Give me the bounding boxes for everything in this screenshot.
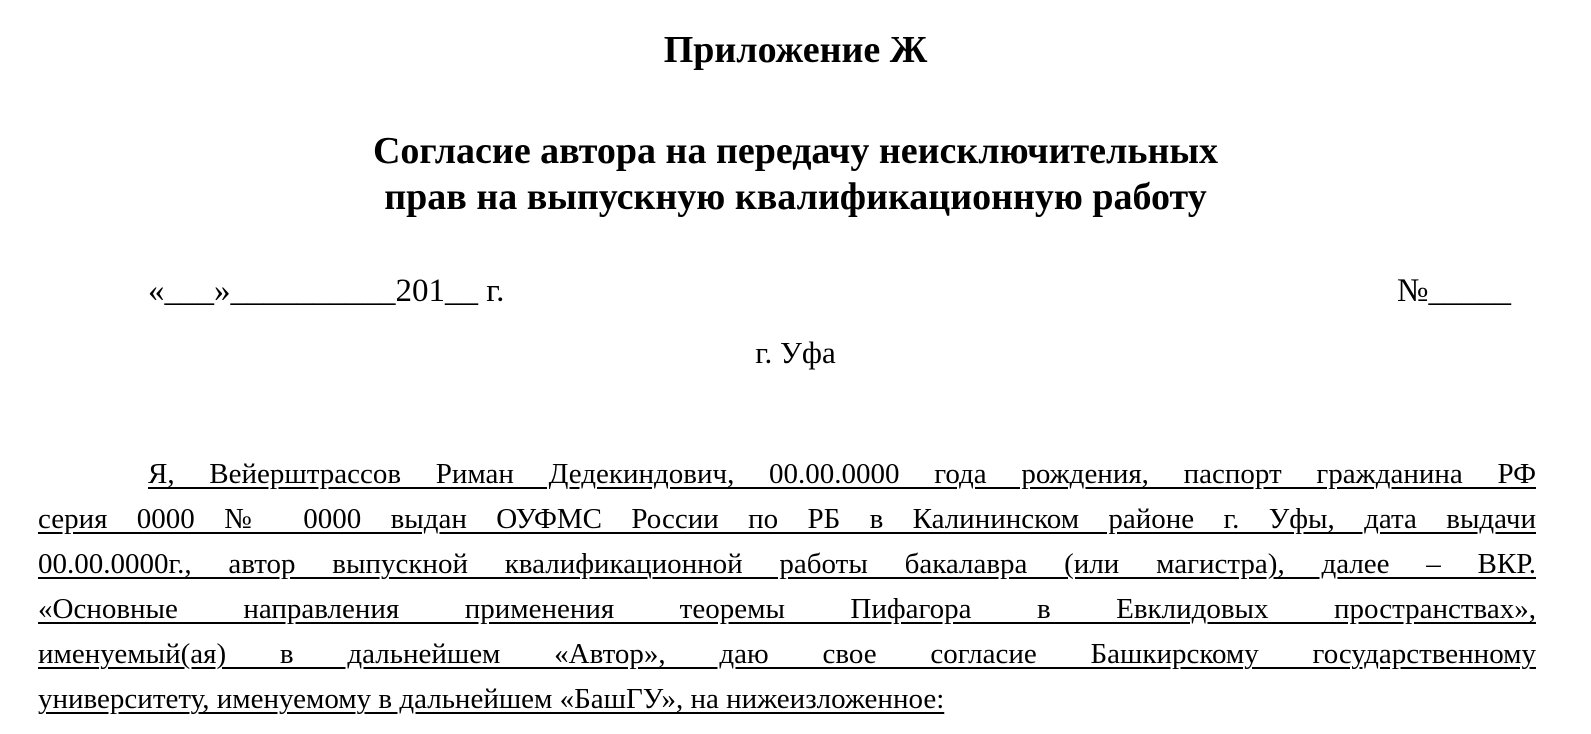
paragraph-line: серия 0000 № 0000 выдан ОУФМС России по РБ в Калининском районе г. Уфы, дата выдачи xyxy=(38,503,1536,535)
document-title-line-1: Согласие автора на передачу неисключительных xyxy=(372,130,1219,172)
document-title xyxy=(0,128,1591,220)
document-number-placeholder: №_____ xyxy=(1397,273,1511,309)
document-title-line-2: прав на выпускную квалификационную работу xyxy=(384,176,1207,218)
date-placeholder: «___»__________201__ г. xyxy=(148,273,505,309)
paragraph-line: «Основные направления применения теоремы Пифагора в Евклидовых пространствах», xyxy=(38,593,1536,625)
consent-paragraph xyxy=(38,452,1536,722)
paragraph-line: 00.00.0000г., автор выпускной квалификационной работы бакалавра (или магистра), далее – ВКР. xyxy=(38,548,1536,580)
paragraph-line: университету, именуемому в дальнейшем «БашГУ», на нижеизложенное: xyxy=(38,683,945,715)
appendix-title: Приложение Ж xyxy=(663,29,928,71)
paragraph-line: именуемый(ая) в дальнейшем «Автор», даю свое согласие Башкирскому государственному xyxy=(38,638,1536,670)
city-line: г. Уфа xyxy=(755,335,836,370)
paragraph-line: Я, Вейерштрассов Риман Дедекиндович, 00.00.0000 года рождения, паспорт гражданина РФ xyxy=(148,458,1536,490)
